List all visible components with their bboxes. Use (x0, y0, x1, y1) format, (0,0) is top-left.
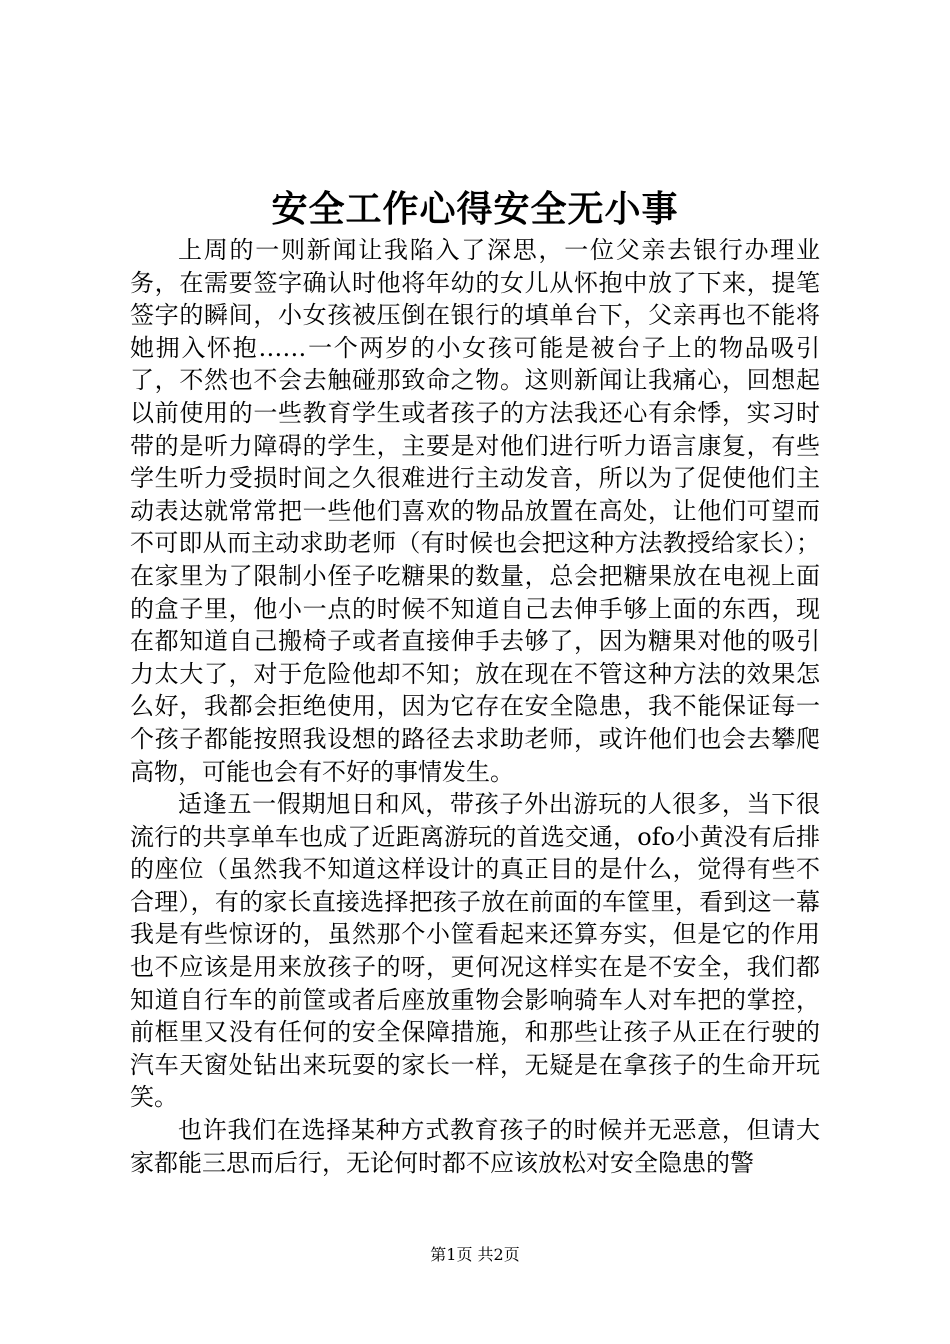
paragraph-3: 也许我们在选择某种方式教育孩子的时候并无恶意，但请大家都能三思而后行，无论何时都不应该放松对安全隐患的警 (130, 1116, 820, 1177)
document-title: 安全工作心得安全无小事 (271, 188, 679, 230)
document-body (130, 234, 820, 1179)
paragraph-2: 适逢五一假期旭日和风，带孩子外出游玩的人很多，当下很流行的共享单车也成了近距离游玩的首选交通，ofo小黄没有后排的座位（虽然我不知道这样设计的真正目的是什么，觉得有些不合理），有的家长直接选择把孩子放在前面的车筐里，看到这一幕我是有些惊讶的，虽然那个小筐看起来还算夯实，但是它的作用也不应该是用来放孩子的呀，更何况这样实在是不安全，我们都知道自行车的前筐或者后座放重物会影响骑车人对车把的掌控，前框里又没有任何的安全保障措施，和那些让孩子从正在行驶的汽车天窗处钻出来玩耍的家长一样，无疑是在拿孩子的生命开玩笑。 (130, 790, 820, 1112)
paragraph-1: 上周的一则新闻让我陷入了深思，一位父亲去银行办理业务，在需要签字确认时他将年幼的女儿从怀抱中放了下来，提笔签字的瞬间，小女孩被压倒在银行的填单台下，父亲再也不能将她拥入怀抱……一个两岁的小女孩可能是被台子上的物品吸引了，不然也不会去触碰那致命之物。这则新闻让我痛心，回想起以前使用的一些教育学生或者孩子的方法我还心有余悸，实习时带的是听力障碍的学生，主要是对他们进行听力语言康复，有些学生听力受损时间之久很难进行主动发音，所以为了促使他们主动表达就常常把一些他们喜欢的物品放置在高处，让他们可望而不可即从而主动求助老师（有时候也会把这种方法教授给家长）；在家里为了限制小侄子吃糖果的数量，总会把糖果放在电视上面的盒子里，他小一点的时候不知道自己去伸手够上面的东西，现在都知道自己搬椅子或者直接伸手去够了，因为糖果对他的吸引力太大了，对于危险他却不知；放在现在不管这种方法的效果怎么好，我都会拒绝使用，因为它存在安全隐患，我不能保证每一个孩子都能按照我设想的路径去求助老师，或许他们也会去攀爬高物，可能也会有不好的事情发生。 (130, 236, 820, 786)
page-footer: 第1页 共2页 (430, 1245, 520, 1264)
